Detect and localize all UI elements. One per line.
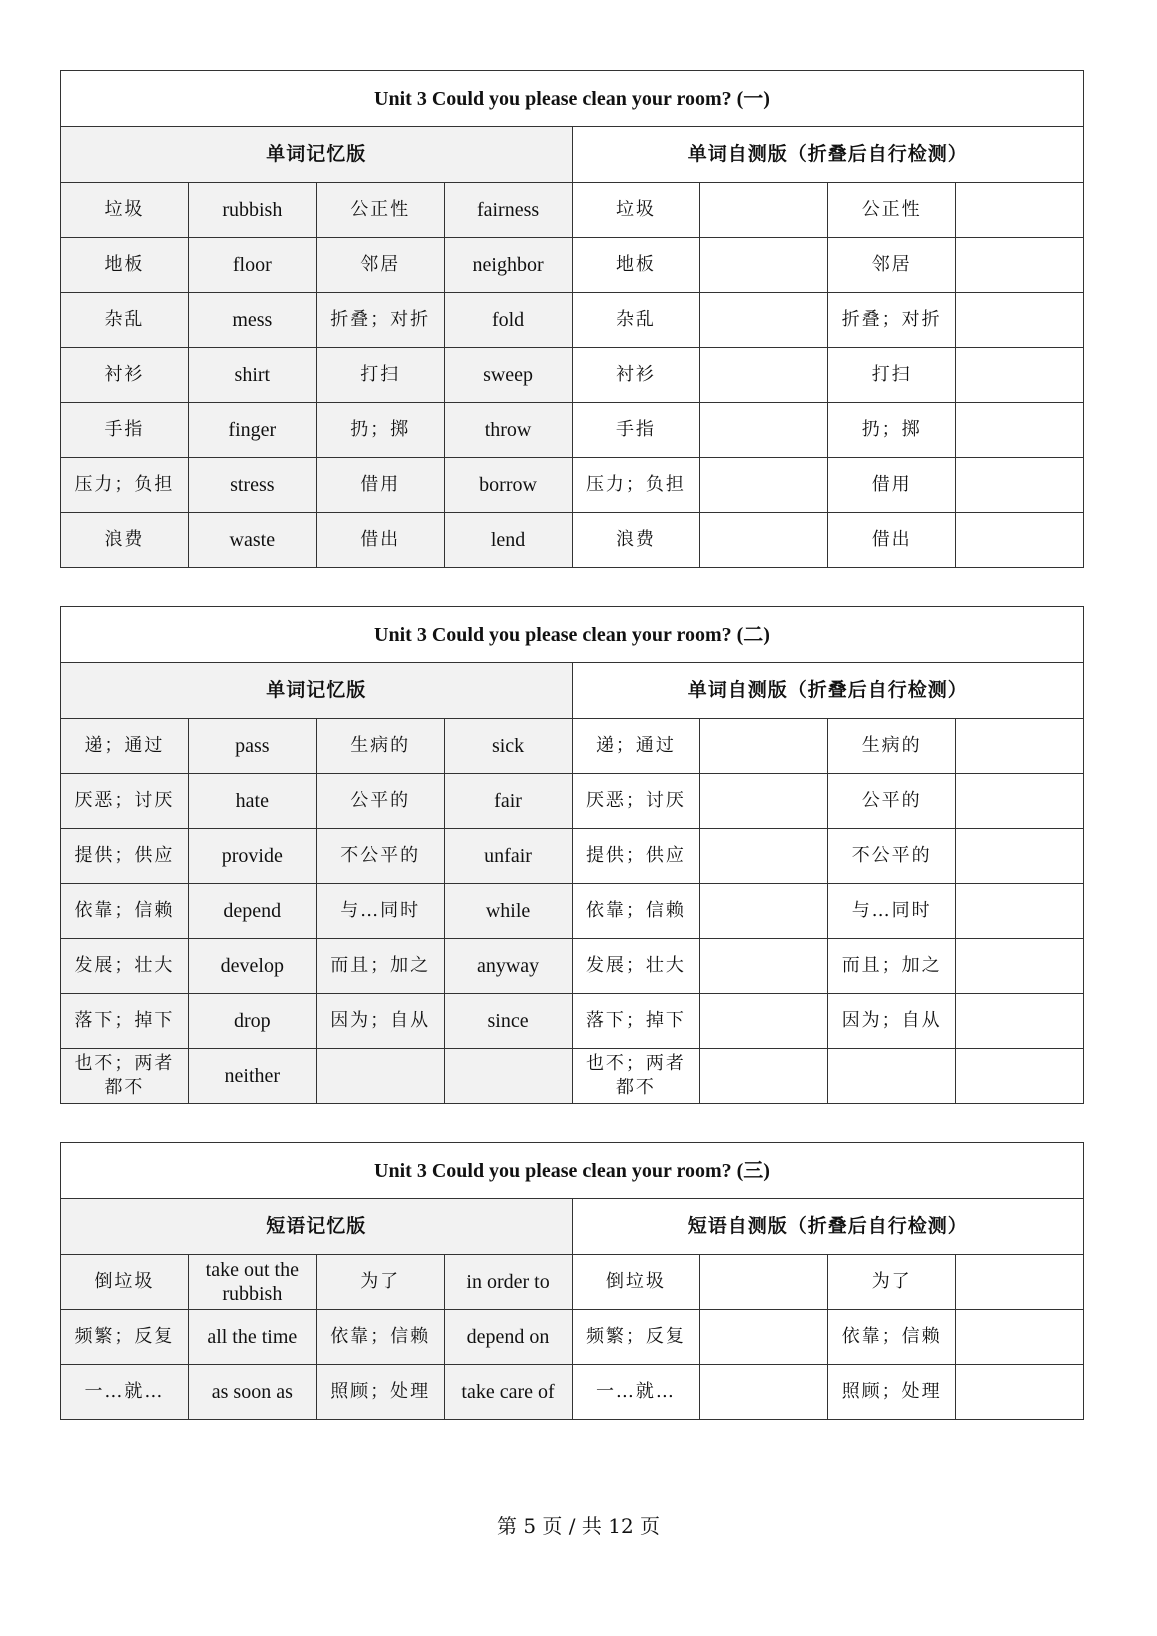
cell-chinese: 落下；掉下 (61, 994, 189, 1049)
table-row (61, 348, 1084, 403)
table-row (61, 238, 1084, 293)
cell-test-blank[interactable] (700, 403, 828, 458)
cell-english: anyway (444, 939, 572, 994)
cell-test-chinese: 公正性 (828, 183, 956, 238)
cell-test-blank[interactable] (700, 719, 828, 774)
cell-chinese: 手指 (61, 403, 189, 458)
cell-chinese: 厌恶；讨厌 (61, 774, 189, 829)
cell-test-chinese: 倒垃圾 (572, 1255, 700, 1310)
cell-test-blank[interactable] (700, 348, 828, 403)
cell-test-chinese: 因为；自从 (828, 994, 956, 1049)
cell-test-blank[interactable] (956, 183, 1084, 238)
cell-chinese: 依靠；信赖 (316, 1310, 444, 1365)
cell-chinese: 提供；供应 (61, 829, 189, 884)
cell-chinese (316, 1049, 444, 1104)
cell-english: take care of (444, 1365, 572, 1420)
cell-test-blank[interactable] (956, 293, 1084, 348)
cell-chinese: 一…就… (61, 1365, 189, 1420)
cell-test-chinese: 扔；掷 (828, 403, 956, 458)
cell-chinese: 衬衫 (61, 348, 189, 403)
table-row (61, 774, 1084, 829)
cell-test-chinese: 而且；加之 (828, 939, 956, 994)
cell-english: as soon as (188, 1365, 316, 1420)
cell-english (444, 1049, 572, 1104)
cell-english: neighbor (444, 238, 572, 293)
cell-test-blank[interactable] (956, 1049, 1084, 1104)
cell-chinese: 公正性 (316, 183, 444, 238)
cell-english: floor (188, 238, 316, 293)
table-row (61, 1365, 1084, 1420)
table-row (61, 183, 1084, 238)
table-row (61, 1049, 1084, 1104)
cell-chinese: 照顾；处理 (316, 1365, 444, 1420)
cell-test-blank[interactable] (700, 1310, 828, 1365)
cell-chinese: 借出 (316, 513, 444, 568)
table-row (61, 719, 1084, 774)
cell-test-blank[interactable] (956, 348, 1084, 403)
cell-chinese: 生病的 (316, 719, 444, 774)
cell-test-chinese: 公平的 (828, 774, 956, 829)
cell-chinese: 因为；自从 (316, 994, 444, 1049)
memory-header: 单词记忆版 (61, 127, 573, 183)
cell-test-blank[interactable] (700, 774, 828, 829)
cell-chinese: 地板 (61, 238, 189, 293)
cell-test-chinese: 手指 (572, 403, 700, 458)
cell-test-chinese: 不公平的 (828, 829, 956, 884)
cell-test-chinese: 压力；负担 (572, 458, 700, 513)
table-row (61, 829, 1084, 884)
cell-english: unfair (444, 829, 572, 884)
cell-test-chinese: 衬衫 (572, 348, 700, 403)
cell-test-blank[interactable] (956, 1255, 1084, 1310)
cell-test-blank[interactable] (700, 994, 828, 1049)
cell-test-chinese: 递；通过 (572, 719, 700, 774)
cell-english: pass (188, 719, 316, 774)
cell-test-chinese: 生病的 (828, 719, 956, 774)
cell-test-blank[interactable] (700, 1255, 828, 1310)
vocab-table-1 (60, 70, 1084, 568)
cell-test-chinese: 借用 (828, 458, 956, 513)
cell-chinese: 也不；两者都不 (61, 1049, 189, 1104)
cell-test-chinese: 厌恶；讨厌 (572, 774, 700, 829)
cell-test-blank[interactable] (700, 293, 828, 348)
cell-test-chinese: 发展；壮大 (572, 939, 700, 994)
cell-english: provide (188, 829, 316, 884)
cell-test-blank[interactable] (956, 1310, 1084, 1365)
table-title: Unit 3 Could you please clean your room? (三) (61, 1143, 1084, 1199)
cell-chinese: 不公平的 (316, 829, 444, 884)
table-row (61, 513, 1084, 568)
cell-test-chinese: 折叠；对折 (828, 293, 956, 348)
cell-test-chinese: 落下；掉下 (572, 994, 700, 1049)
cell-test-chinese: 邻居 (828, 238, 956, 293)
cell-english: develop (188, 939, 316, 994)
cell-chinese: 发展；壮大 (61, 939, 189, 994)
cell-chinese: 打扫 (316, 348, 444, 403)
cell-test-blank[interactable] (700, 884, 828, 939)
cell-test-chinese: 依靠；信赖 (828, 1310, 956, 1365)
cell-english: sick (444, 719, 572, 774)
cell-test-blank[interactable] (956, 939, 1084, 994)
cell-test-blank[interactable] (956, 1365, 1084, 1420)
cell-english: waste (188, 513, 316, 568)
cell-english: fair (444, 774, 572, 829)
table-title: Unit 3 Could you please clean your room? (二) (61, 607, 1084, 663)
cell-test-blank[interactable] (956, 994, 1084, 1049)
cell-test-chinese: 打扫 (828, 348, 956, 403)
cell-chinese: 垃圾 (61, 183, 189, 238)
cell-test-blank[interactable] (956, 719, 1084, 774)
test-header: 短语自测版（折叠后自行检测） (572, 1199, 1084, 1255)
test-header: 单词自测版（折叠后自行检测） (572, 663, 1084, 719)
cell-test-chinese (828, 1049, 956, 1104)
cell-chinese: 折叠；对折 (316, 293, 444, 348)
cell-test-chinese: 也不；两者都不 (572, 1049, 700, 1104)
cell-test-blank[interactable] (700, 1049, 828, 1104)
cell-test-chinese: 地板 (572, 238, 700, 293)
cell-test-blank[interactable] (700, 829, 828, 884)
cell-test-chinese: 杂乱 (572, 293, 700, 348)
memory-header: 单词记忆版 (61, 663, 573, 719)
cell-english: fold (444, 293, 572, 348)
table-row (61, 293, 1084, 348)
cell-english: in order to (444, 1255, 572, 1310)
cell-test-blank[interactable] (700, 238, 828, 293)
cell-english: mess (188, 293, 316, 348)
cell-english: stress (188, 458, 316, 513)
cell-chinese: 依靠；信赖 (61, 884, 189, 939)
test-header: 单词自测版（折叠后自行检测） (572, 127, 1084, 183)
cell-test-blank[interactable] (700, 939, 828, 994)
cell-english: all the time (188, 1310, 316, 1365)
vocab-table-3 (60, 1142, 1084, 1420)
cell-test-chinese: 垃圾 (572, 183, 700, 238)
cell-english: depend on (444, 1310, 572, 1365)
cell-chinese: 借用 (316, 458, 444, 513)
cell-test-blank[interactable] (700, 1365, 828, 1420)
table-row (61, 939, 1084, 994)
cell-test-blank[interactable] (700, 458, 828, 513)
cell-english: sweep (444, 348, 572, 403)
vocab-table-2 (60, 606, 1084, 1104)
cell-english: take out the rubbish (188, 1255, 316, 1310)
page-number: 第 5 页 / 共 12 页 (496, 1514, 661, 1538)
cell-test-chinese: 照顾；处理 (828, 1365, 956, 1420)
cell-test-blank[interactable] (956, 829, 1084, 884)
cell-english: while (444, 884, 572, 939)
cell-test-chinese: 与…同时 (828, 884, 956, 939)
cell-chinese: 扔；掷 (316, 403, 444, 458)
cell-english: drop (188, 994, 316, 1049)
table-row (61, 1255, 1084, 1310)
cell-english: neither (188, 1049, 316, 1104)
cell-english: hate (188, 774, 316, 829)
cell-test-chinese: 为了 (828, 1255, 956, 1310)
cell-test-blank[interactable] (956, 403, 1084, 458)
cell-english: borrow (444, 458, 572, 513)
cell-test-blank[interactable] (956, 774, 1084, 829)
cell-test-chinese: 借出 (828, 513, 956, 568)
cell-chinese: 倒垃圾 (61, 1255, 189, 1310)
cell-test-blank[interactable] (956, 513, 1084, 568)
cell-chinese: 杂乱 (61, 293, 189, 348)
cell-english: rubbish (188, 183, 316, 238)
cell-english: throw (444, 403, 572, 458)
table-row (61, 458, 1084, 513)
cell-english: fairness (444, 183, 572, 238)
cell-chinese: 邻居 (316, 238, 444, 293)
cell-test-blank[interactable] (956, 884, 1084, 939)
cell-chinese: 频繁；反复 (61, 1310, 189, 1365)
cell-test-blank[interactable] (956, 238, 1084, 293)
cell-test-blank[interactable] (700, 183, 828, 238)
cell-chinese: 压力；负担 (61, 458, 189, 513)
table-row (61, 884, 1084, 939)
cell-chinese: 而且；加之 (316, 939, 444, 994)
cell-test-chinese: 提供；供应 (572, 829, 700, 884)
table-row (61, 1310, 1084, 1365)
cell-chinese: 为了 (316, 1255, 444, 1310)
cell-test-blank[interactable] (956, 458, 1084, 513)
cell-test-blank[interactable] (700, 513, 828, 568)
cell-test-chinese: 浪费 (572, 513, 700, 568)
table-row (61, 403, 1084, 458)
cell-chinese: 浪费 (61, 513, 189, 568)
cell-english: shirt (188, 348, 316, 403)
cell-chinese: 与…同时 (316, 884, 444, 939)
cell-chinese: 递；通过 (61, 719, 189, 774)
cell-english: finger (188, 403, 316, 458)
memory-header: 短语记忆版 (61, 1199, 573, 1255)
cell-test-chinese: 依靠；信赖 (572, 884, 700, 939)
cell-test-chinese: 一…就… (572, 1365, 700, 1420)
cell-english: since (444, 994, 572, 1049)
cell-english: lend (444, 513, 572, 568)
cell-test-chinese: 频繁；反复 (572, 1310, 700, 1365)
cell-english: depend (188, 884, 316, 939)
table-row (61, 994, 1084, 1049)
cell-chinese: 公平的 (316, 774, 444, 829)
table-title: Unit 3 Could you please clean your room? (一) (61, 71, 1084, 127)
